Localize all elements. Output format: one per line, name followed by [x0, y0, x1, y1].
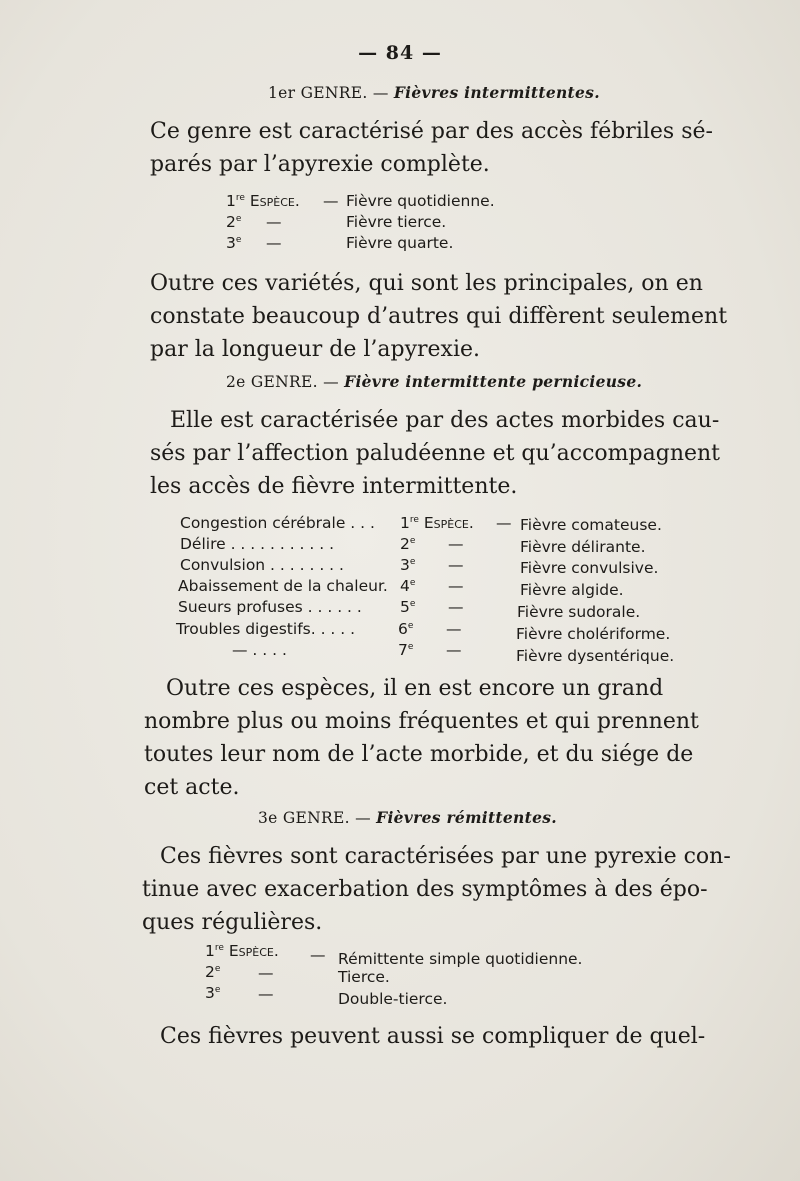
- paragraph-line: ques régulières.: [142, 910, 323, 935]
- paragraph-1: [150, 115, 713, 181]
- genre-1-title: Fièvres intermittentes.: [393, 83, 600, 102]
- species-dash: —: [266, 234, 282, 252]
- species-row: [226, 234, 241, 252]
- species-dash: —: [258, 964, 274, 982]
- paragraph-2: [150, 267, 727, 366]
- paragraph-6: [160, 1020, 705, 1053]
- species-suffix: e: [409, 557, 416, 567]
- species-row: [205, 984, 220, 1002]
- genre-3-heading: [258, 808, 557, 827]
- genre-3-dash: —: [355, 809, 371, 827]
- paragraph-line: tinue avec exacerbation des symptômes à des épo-: [142, 877, 708, 902]
- species-suffix: e: [409, 599, 416, 609]
- paragraph-line: Outre ces espèces, il en est encore un grand: [166, 676, 664, 701]
- species-name: Fièvre cholériforme.: [516, 625, 671, 643]
- species-name: Fièvre délirante.: [520, 538, 646, 556]
- species-cause: Sueurs profuses . . . . . .: [178, 598, 362, 616]
- species-suffix: e: [409, 536, 416, 546]
- species-label: Espèce.: [249, 192, 300, 210]
- species-row: [400, 556, 415, 574]
- species-number: 3: [205, 984, 215, 1002]
- genre-2-dash: —: [323, 373, 339, 391]
- genre-2-heading: [226, 372, 642, 391]
- paragraph-line: sés par l’affection paludéenne et qu’accompagnent: [150, 441, 721, 466]
- species-row: [400, 514, 474, 532]
- species-suffix: e: [409, 578, 416, 588]
- species-name: Tierce.: [338, 968, 390, 986]
- species-dash: —: [446, 620, 462, 638]
- genre-1-word: GENRE.: [300, 84, 368, 102]
- species-name: Rémittente simple quotidienne.: [338, 950, 583, 968]
- species-number: 4: [400, 577, 410, 595]
- species-row: [400, 598, 415, 616]
- species-suffix: e: [235, 214, 242, 224]
- species-number: 3: [400, 556, 410, 574]
- genre-1-heading: [268, 83, 600, 102]
- species-dash: —: [323, 192, 339, 210]
- species-cause: — . . . .: [232, 641, 287, 659]
- species-name: Fièvre quarte.: [346, 234, 454, 252]
- species-suffix: e: [214, 964, 221, 974]
- species-name: Fièvre algide.: [520, 581, 624, 599]
- species-name: Double-tierce.: [338, 990, 448, 1008]
- species-cause: Congestion cérébrale . . .: [180, 514, 375, 532]
- species-suffix: e: [214, 985, 221, 995]
- species-row: [400, 577, 415, 595]
- species-suffix: re: [235, 193, 245, 203]
- species-dash: —: [448, 577, 464, 595]
- species-row: [398, 641, 413, 659]
- species-cause: Convulsion . . . . . . . .: [180, 556, 344, 574]
- species-cause: Troubles digestifs. . . . .: [176, 620, 356, 638]
- species-label: Espèce.: [228, 942, 279, 960]
- species-label: Espèce.: [423, 514, 474, 532]
- genre-3-ordinal: 3e: [258, 809, 278, 827]
- genre-1-dash: —: [372, 84, 389, 102]
- species-name: Fièvre dysentérique.: [516, 647, 675, 665]
- species-name: Fièvre quotidienne.: [346, 192, 495, 210]
- species-number: 7: [398, 641, 408, 659]
- species-row: [205, 942, 279, 960]
- species-row: [205, 963, 220, 981]
- species-number: 1: [205, 942, 215, 960]
- paragraph-line: par la longueur de l’apyrexie.: [150, 337, 480, 362]
- paragraph-4: [144, 672, 699, 804]
- species-number: 2: [205, 963, 215, 981]
- genre-1-ordinal: 1er: [268, 84, 296, 102]
- species-row: [400, 535, 415, 553]
- genre-2-ordinal: 2e: [226, 373, 246, 391]
- species-number: 2: [226, 213, 236, 231]
- species-dash: —: [448, 556, 464, 574]
- species-name: Fièvre convulsive.: [520, 559, 659, 577]
- species-cause: Délire . . . . . . . . . . .: [180, 535, 335, 553]
- paragraph-line: Elle est caractérisée par des actes morbides cau-: [170, 408, 720, 433]
- paragraph-line: Ce genre est caractérisé par des accès fébriles sé-: [150, 119, 713, 144]
- paragraph-3: [150, 404, 720, 503]
- paragraph-line: toutes leur nom de l’acte morbide, et du siége de: [144, 742, 694, 767]
- species-name: Fièvre comateuse.: [520, 516, 662, 534]
- species-number: 3: [226, 234, 236, 252]
- paragraph-line: Ces fièvres peuvent aussi se compliquer de quel-: [160, 1024, 706, 1049]
- species-suffix: e: [407, 642, 414, 652]
- paragraph-line: Outre ces variétés, qui sont les principales, on en: [150, 271, 703, 296]
- genre-3-title: Fièvres rémittentes.: [376, 808, 557, 827]
- paragraph-5: [142, 840, 731, 939]
- species-dash: —: [496, 514, 512, 532]
- paragraph-line: constate beaucoup d’autres qui diffèrent seulement: [150, 304, 728, 329]
- paragraph-line: parés par l’apyrexie complète.: [150, 152, 490, 177]
- species-row: [398, 620, 413, 638]
- paragraph-line: Ces fièvres sont caractérisées par une pyrexie con-: [160, 844, 731, 869]
- species-number: 1: [226, 192, 236, 210]
- genre-3-word: GENRE.: [282, 809, 350, 827]
- paragraph-line: cet acte.: [144, 775, 240, 800]
- species-dash: —: [446, 641, 462, 659]
- paragraph-line: les accès de fièvre intermittente.: [150, 474, 518, 499]
- species-name: Fièvre tierce.: [346, 213, 447, 231]
- species-suffix: e: [407, 621, 414, 631]
- species-dash: —: [258, 985, 274, 1003]
- species-number: 2: [400, 535, 410, 553]
- genre-2-title: Fièvre intermittente pernicieuse.: [344, 372, 643, 391]
- species-dash: —: [448, 598, 464, 616]
- species-row: [226, 192, 300, 210]
- species-number: 1: [400, 514, 410, 532]
- species-suffix: re: [214, 943, 224, 953]
- species-row: [226, 213, 241, 231]
- genre-2-word: GENRE.: [250, 373, 318, 391]
- paragraph-line: nombre plus ou moins fréquentes et qui prennent: [144, 709, 699, 734]
- species-suffix: re: [409, 515, 419, 525]
- species-suffix: e: [235, 235, 242, 245]
- species-number: 6: [398, 620, 408, 638]
- page-number: — 84 —: [358, 42, 442, 64]
- species-dash: —: [448, 535, 464, 553]
- species-dash: —: [266, 213, 282, 231]
- species-cause: Abaissement de la chaleur.: [178, 577, 388, 595]
- species-number: 5: [400, 598, 410, 616]
- species-dash: —: [310, 946, 326, 964]
- species-name: Fièvre sudorale.: [517, 603, 641, 621]
